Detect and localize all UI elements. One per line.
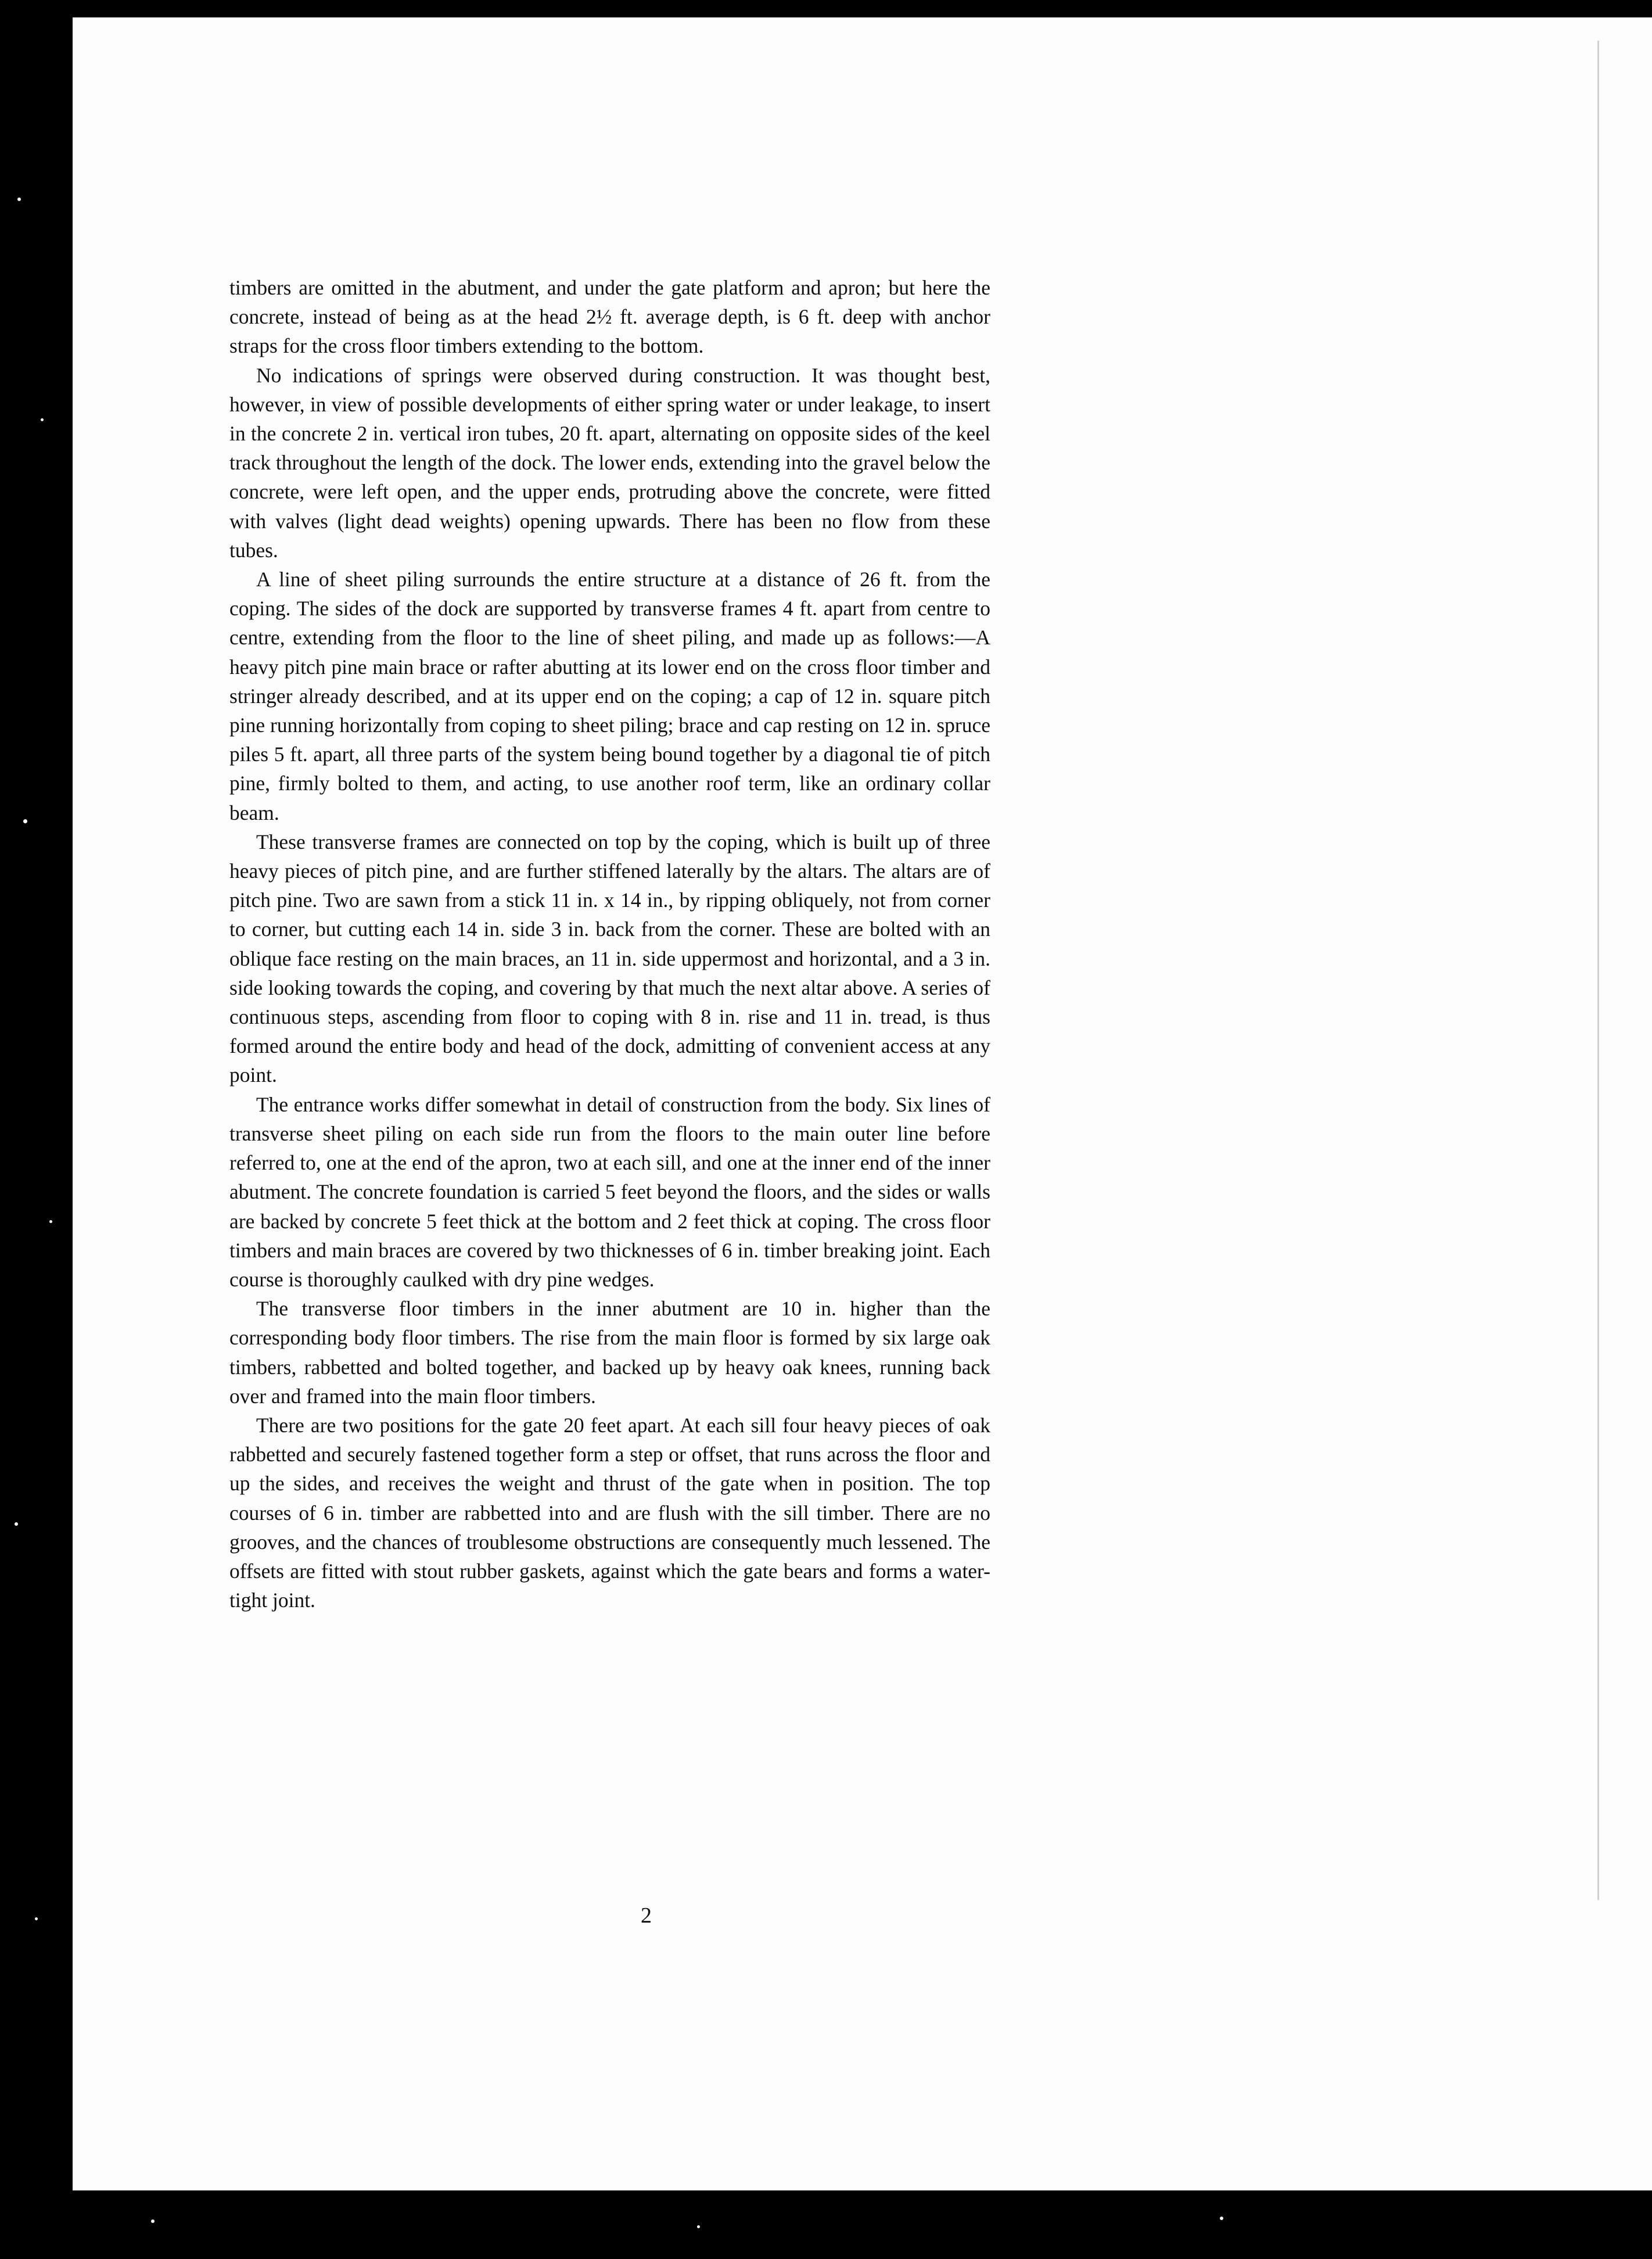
scan-speck: [49, 1220, 52, 1223]
paragraph-5: The entrance works differ somewhat in detail of construction from the body. Six lines of transverse sheet piling on each side run from the floors to the main outer line before referred to, one at the end of the apron, two at each sill, and one at the inner end of the inner abutment. The concrete foundation is carried 5 feet beyond the floors, and the sides or walls are backed by concrete 5 feet thick at the bottom and 2 feet thick at coping. The cross floor timbers and main braces are covered by two thicknesses of 6 in. timber breaking joint. Each course is thoroughly caulked with dry pine wedges.: [229, 1092, 990, 1291]
scan-speck: [1220, 2217, 1223, 2220]
paragraph-4: These transverse frames are connected on top by the coping, which is built up of three heavy pieces of pitch pine, and are further stiffened laterally by the altars. The altars are of pitch pine. Two are sawn from a stick 11 in. x 14 in., by ripping obliquely, not from corner to corner, but cutting each 14 in. side 3 in. back from the corner. These are bolted with an oblique face resting on the main braces, an 11 in. side uppermost and horizontal, and a 3 in. side looking towards the coping, and covering by that much the next altar above. A series of continuous steps, ascending from floor to coping with 8 in. rise and 11 in. tread, is thus formed around the entire body and head of the dock, admitting of convenient access at any point.: [229, 830, 990, 1087]
scan-speck: [41, 418, 44, 421]
scan-speck: [697, 2225, 700, 2228]
body-text: [229, 273, 990, 1615]
scan-speck: [35, 1917, 38, 1920]
paragraph-7: There are two positions for the gate 20 feet apart. At each sill four heavy pieces of oak rabbetted and securely fastened together form a step or offset, that runs across the floor and up the sides, and receives the weight and thrust of the gate when in position. The top courses of 6 in. timber are rabbetted into and are flush with the sill timber. There are no grooves, and the chances of troublesome obstructions are consequently much lessened. The offsets are fitted with stout rubber gaskets, against which the gate bears and forms a water-tight joint.: [229, 1413, 990, 1612]
paragraph-3: A line of sheet piling surrounds the entire structure at a distance of 26 ft. from the coping. The sides of the dock are supported by transverse frames 4 ft. apart from centre to centre, extending from the floor to the line of sheet piling, and made up as follows:—A heavy pitch pine main brace or rafter abutting at its lower end on the cross floor timber and stringer already described, and at its upper end on the coping; a cap of 12 in. square pitch pine running horizontally from coping to sheet piling; brace and cap resting on 12 in. spruce piles 5 ft. apart, all three parts of the system being bound together by a diagonal tie of pitch pine, firmly bolted to them, and acting, to use another roof term, like an ordinary collar beam.: [229, 568, 990, 824]
paragraph-2: No indications of springs were observed during construction. It was thought best, however, in view of possible developments of either spring water or under leakage, to insert in the concrete 2 in. vertical iron tubes, 20 ft. apart, alternating on opposite sides of the keel track throughout the length of the dock. The lower ends, extending into the gravel below the concrete, were left open, and the upper ends, protruding above the concrete, were fitted with valves (light dead weights) opening upwards. There has been no flow from these tubes.: [229, 363, 990, 562]
page-number: 2: [641, 1903, 652, 1928]
scan-speck: [151, 2219, 155, 2223]
page-edge-rule: [1597, 41, 1599, 1900]
scan-speck: [23, 819, 27, 823]
scan-speck: [15, 1522, 18, 1526]
scanned-page: [73, 17, 1652, 2190]
scan-speck: [17, 198, 21, 201]
paragraph-6: The transverse floor timbers in the inner abutment are 10 in. higher than the corresponding body floor timbers. The rise from the main floor is formed by six large oak timbers, rabbetted and bolted together, and backed up by heavy oak knees, running back over and framed into the main floor timbers.: [229, 1297, 990, 1408]
paragraph-1: timbers are omitted in the abutment, and under the gate platform and apron; but here the concrete, instead of being as at the head 2½ ft. average depth, is 6 ft. deep with anchor straps for the cross floor timbers extending to the bottom.: [229, 276, 990, 358]
